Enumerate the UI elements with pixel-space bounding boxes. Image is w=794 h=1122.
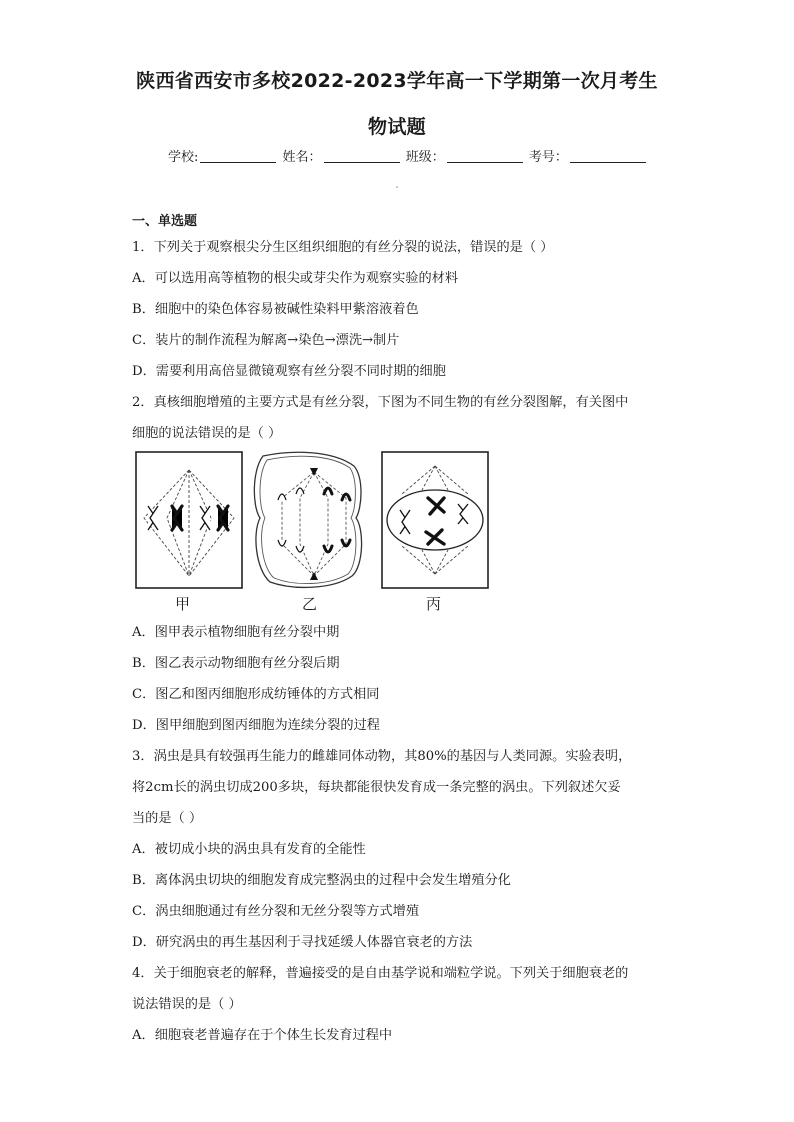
q2-option-b: B．图乙表示动物细胞有丝分裂后期	[132, 656, 340, 671]
class-blank[interactable]	[447, 149, 523, 163]
figure-label-jia: 甲	[175, 595, 191, 613]
exam-title-line2: 物试题	[368, 116, 426, 138]
school-blank[interactable]	[200, 149, 276, 163]
q2-stem-line1: 2．真核细胞增殖的主要方式是有丝分裂，下图为不同生物的有丝分裂图解，有关图中	[132, 395, 629, 410]
section-heading: 一、单选题	[132, 214, 198, 229]
figure-label-yi: 乙	[302, 595, 318, 613]
q2-option-c: C．图乙和图丙细胞形成纺锤体的方式相同	[132, 687, 380, 702]
plant-cell-metaphase-diagram	[136, 452, 242, 588]
q3-option-c: C．涡虫细胞通过有丝分裂和无丝分裂等方式增殖	[132, 904, 420, 919]
q1-stem: 1．下列关于观察根尖分生区组织细胞的有丝分裂的说法，错误的是（ ）	[132, 240, 554, 255]
q2-option-a: A．图甲表示植物细胞有丝分裂中期	[132, 625, 340, 640]
q4-stem-line1: 4．关于细胞衰老的解释，普遍接受的是自由基学说和端粒学说。下列关于细胞衰老的	[132, 966, 629, 981]
q3-stem-line1: 3．涡虫是具有较强再生能力的雌雄同体动物，其80%的基因与人类同源。实验表明，	[132, 749, 632, 764]
exam-title-line1: 陕西省西安市多校2022-2023学年高一下学期第一次月考生	[136, 70, 658, 92]
q3-option-a: A．被切成小块的涡虫具有发育的全能性	[132, 842, 366, 857]
q3-stem-line2: 将2cm长的涡虫切成200多块，每块都能很快发育成一条完整的涡虫。下列叙述欠妥	[132, 780, 621, 795]
q1-option-b: B．细胞中的染色体容易被碱性染料甲紫溶液着色	[132, 302, 419, 317]
q1-option-d: D．需要利用高倍显微镜观察有丝分裂不同时期的细胞	[132, 364, 446, 379]
school-label: 学校:	[168, 150, 199, 165]
q2-stem-line2: 细胞的说法错误的是（ ）	[132, 426, 282, 441]
animal-cell-anaphase-diagram	[254, 452, 361, 587]
q2-option-d: D．图甲细胞到图丙细胞为连续分裂的过程	[132, 718, 380, 733]
scan-dot	[396, 186, 398, 188]
q3-option-d: D．研究涡虫的再生基因利于寻找延缓人体器官衰老的方法	[132, 935, 473, 950]
name-blank[interactable]	[324, 149, 400, 163]
class-label: 班级：	[405, 150, 445, 165]
plant-cell-prophase-diagram	[382, 452, 488, 588]
q1-option-c: C．装片的制作流程为解离→染色→漂洗→制片	[132, 333, 400, 348]
q3-stem-line3: 当的是（ ）	[132, 811, 203, 826]
mitosis-diagrams-svg	[132, 448, 504, 593]
figure-label-bing: 丙	[426, 595, 442, 613]
exam-number-blank[interactable]	[570, 149, 646, 163]
q4-stem-line2: 说法错误的是（ ）	[132, 997, 242, 1012]
exam-number-label: 考号：	[528, 150, 568, 165]
name-label: 姓名：	[282, 150, 322, 165]
q3-option-b: B．离体涡虫切块的细胞发育成完整涡虫的过程中会发生增殖分化	[132, 873, 511, 888]
q4-option-a: A．细胞衰老普遍存在于个体生长发育过程中	[132, 1028, 393, 1043]
q1-option-a: A．可以选用高等植物的根尖或芽尖作为观察实验的材料	[132, 271, 459, 286]
student-info-row	[168, 146, 648, 165]
